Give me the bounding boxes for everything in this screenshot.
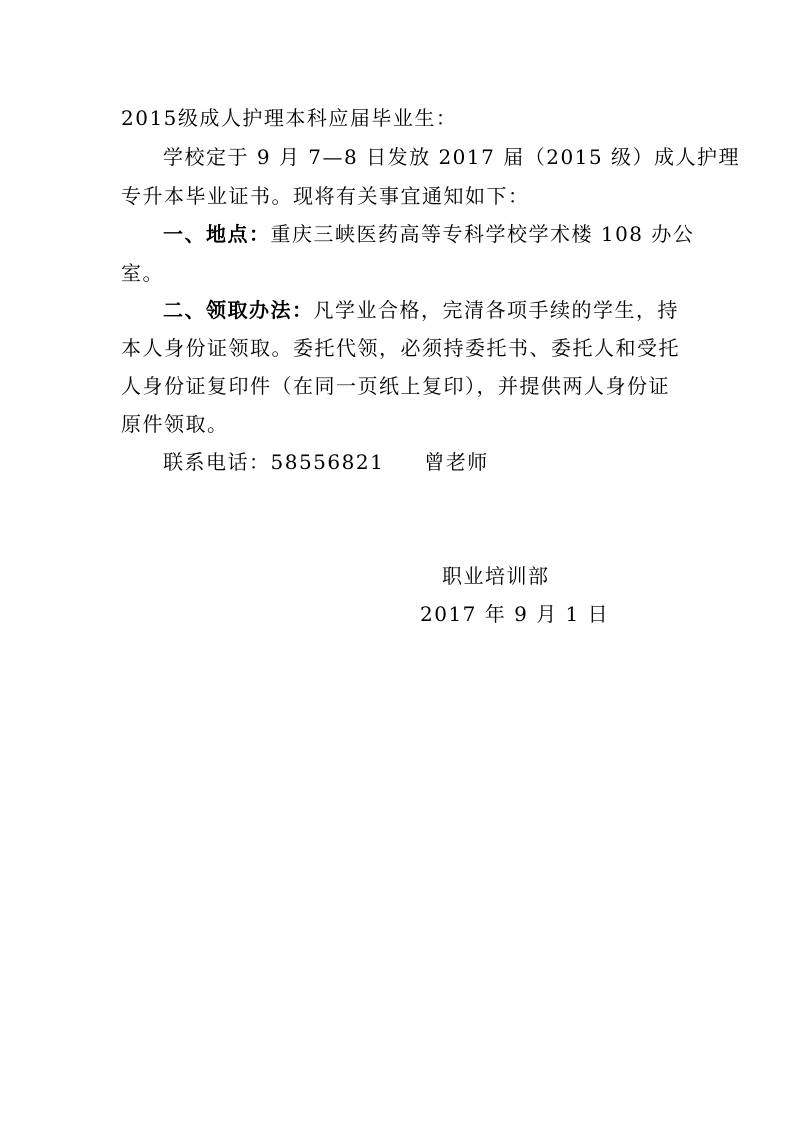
contact-line — [163, 449, 489, 475]
signature-date: 2017 年 9 月 1 日 — [420, 602, 610, 626]
method-line-4: 原件领取。 — [121, 412, 229, 436]
contact-label: 联系电话： — [163, 450, 271, 474]
location-label: 一、地点： — [163, 222, 271, 246]
salutation: 2015级成人护理本科应届毕业生： — [121, 106, 458, 130]
contact-teacher: 曾老师 — [424, 450, 489, 474]
signature-department: 职业培训部 — [442, 564, 550, 588]
location-text: 重庆三峡医药高等专科学校学术楼 108 办公 — [270, 222, 695, 246]
intro-line-2: 专升本毕业证书。现将有关事宜通知如下： — [121, 184, 530, 208]
intro-line-1: 学校定于 9 月 7—8 日发放 2017 届（2015 级）成人护理 — [163, 145, 740, 169]
method-line-2: 本人身份证领取。委托代领，必须持委托书、委托人和受托 — [121, 336, 680, 360]
contact-phone: 58556821 — [270, 450, 385, 474]
location-line-1 — [163, 221, 694, 247]
method-line-1 — [163, 297, 679, 323]
location-line-2: 室。 — [121, 261, 164, 285]
method-label: 二、领取办法： — [163, 298, 314, 322]
method-line-3: 人身份证复印件（在同一页纸上复印），并提供两人身份证 — [121, 374, 670, 398]
method-text: 凡学业合格，完清各项手续的学生，持 — [313, 298, 679, 322]
